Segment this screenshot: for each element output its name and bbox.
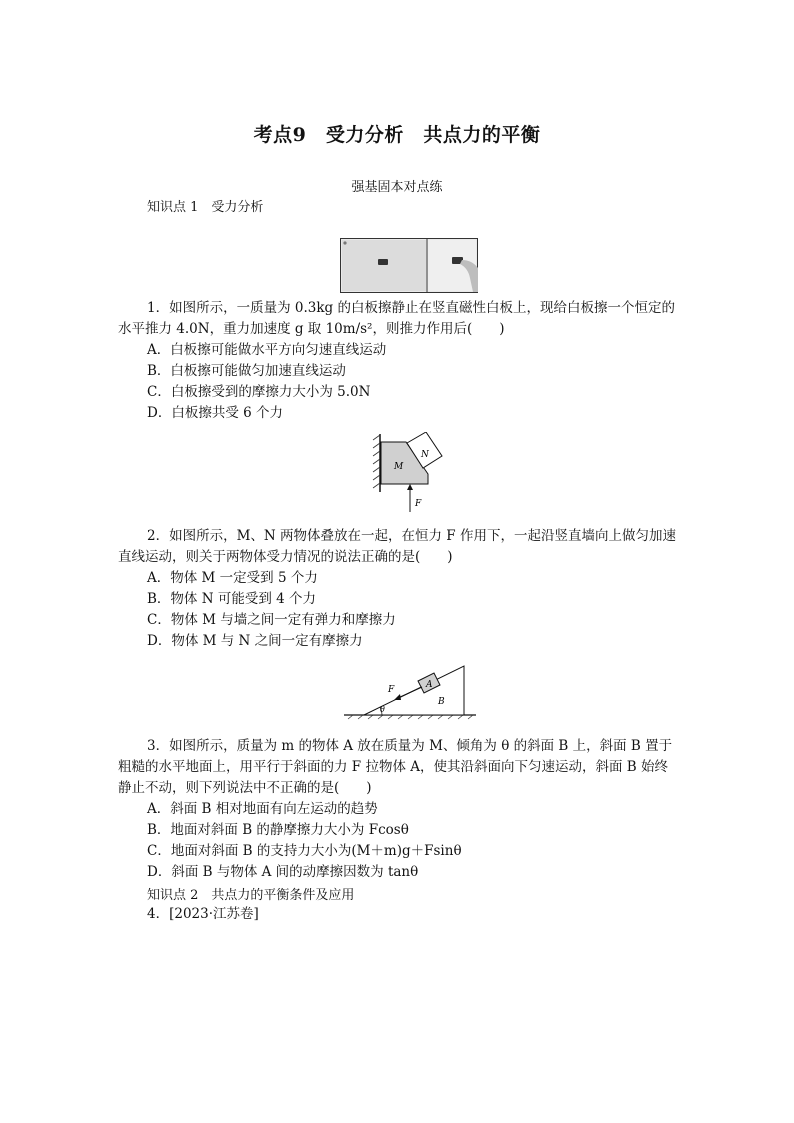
question-3-text: 3．如图所示，质量为 m 的物体 A 放在质量为 M、倾角为 θ 的斜面 B 上，斜面 B 置于粗糙的水平地面上，用平行于斜面的力 F 拉物体 A，使其沿斜面向下匀速运动，斜面 B 始终静止不动，则下列说法中不正确的是( ) [118,738,673,796]
label-n: N [421,450,429,460]
label-m: M [394,462,404,472]
label-a: A [426,680,433,690]
question-2-option-d: D．物体 M 与 N 之间一定有摩擦力 [147,633,363,649]
label-theta: θ [380,705,385,714]
figure-wall-blocks [370,432,450,520]
label-b: B [438,697,445,707]
knowledge-point-2: 知识点 2 共点力的平衡条件及应用 [147,888,355,903]
question-2-option-c: C．物体 M 与墙之间一定有弹力和摩擦力 [147,612,396,628]
question-2-option-b: B．物体 N 可能受到 4 个力 [147,591,316,607]
question-1-option-a: A．白板擦可能做水平方向匀速直线运动 [147,342,387,358]
question-3-option-d: D．斜面 B 与物体 A 间的动摩擦因数为 tanθ [147,864,419,880]
figure-whiteboard-photos [340,238,478,293]
question-1-option-d: D．白板擦共受 6 个力 [147,405,283,421]
knowledge-point-1: 知识点 1 受力分析 [147,200,264,215]
question-2-option-a: A．物体 M 一定受到 5 个力 [147,570,318,586]
question-2-text: 2．如图所示，M、N 两物体叠放在一起，在恒力 F 作用下，一起沿竖直墙向上做匀加速直线运动，则关于两物体受力情况的说法正确的是( ) [118,528,676,565]
page-title: 考点9 受力分析 共点力的平衡 [253,124,541,146]
label-force-f3: F [388,685,395,695]
question-3-option-c: C．地面对斜面 B 的支持力大小为(M＋m)g＋Fsinθ [147,843,462,859]
question-1-option-b: B．白板擦可能做匀加速直线运动 [147,363,346,379]
figure-incline [342,660,478,720]
label-force-f: F [415,499,422,509]
question-1-option-c: C．白板擦受到的摩擦力大小为 5.0N [147,384,371,400]
section-heading: 强基固本对点练 [351,180,443,195]
question-3-option-a: A．斜面 B 相对地面有向左运动的趋势 [147,801,378,817]
question-1-text: 1．如图所示，一质量为 0.3kg 的白板擦静止在竖直磁性白板上，现给白板擦一个恒定的水平推力 4.0N，重力加速度 g 取 10m/s²，则推力作用后( ) [118,300,675,337]
question-4-text: 4．[2023·江苏卷] [147,906,259,922]
question-3-option-b: B．地面对斜面 B 的静摩擦力大小为 Fcosθ [147,822,409,838]
